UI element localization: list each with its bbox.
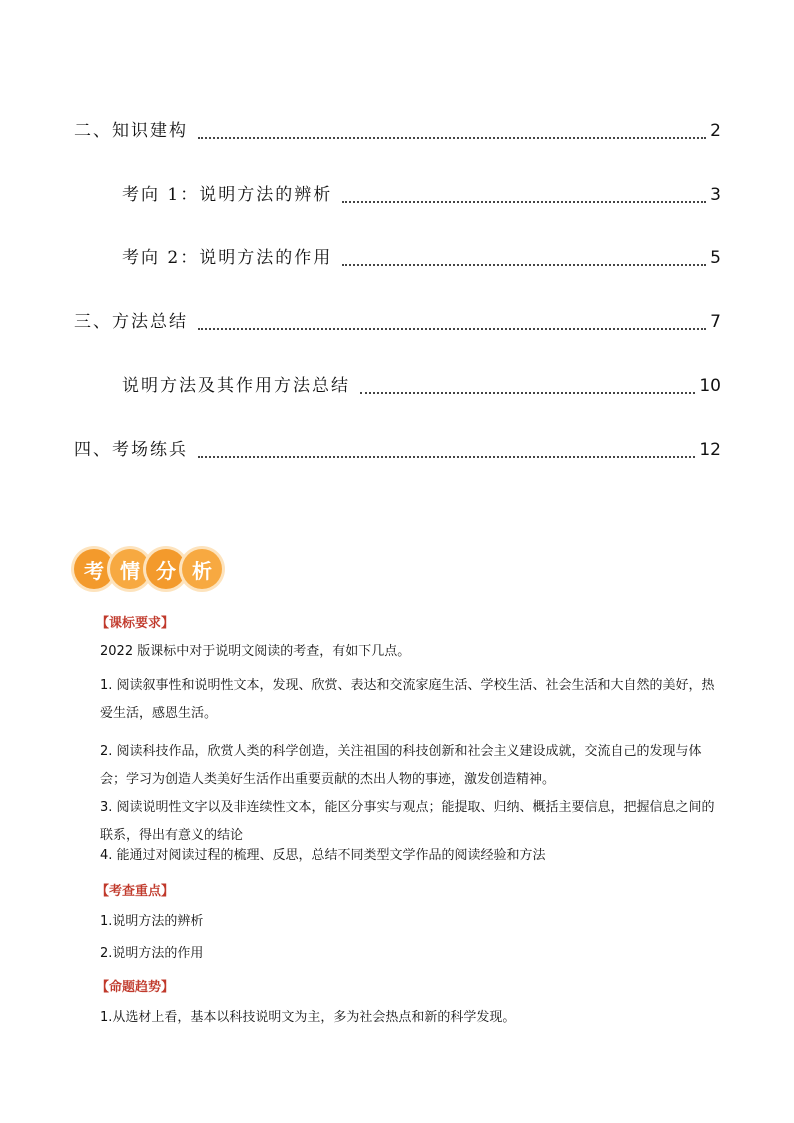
curriculum-intro: 2022 版课标中对于说明文阅读的考查，有如下几点。 [100,644,411,659]
focus-label: 【考查重点】 [96,884,175,899]
toc-leader-dots [342,187,706,203]
focus-item: 1.说明方法的辨析 [100,914,204,929]
toc-entry-title: 说明方法及其作用方法总结 [122,376,350,396]
toc-entry-page: 2 [710,121,721,141]
toc-leader-dots [360,378,695,394]
toc-entry[interactable] [74,116,721,142]
toc-entry-page: 5 [710,248,721,268]
trend-label: 【命题趋势】 [96,980,175,995]
trend-item: 1.从选材上看，基本以科技说明文为主，多为社会热点和新的科学发现。 [100,1010,516,1025]
toc-entry[interactable] [122,243,721,269]
toc-entry-page: 7 [710,312,721,332]
toc-entry-page: 12 [699,440,721,460]
toc-entry[interactable] [122,180,721,206]
toc-entry[interactable] [74,435,721,461]
toc-entry-title: 考向 1：说明方法的辨析 [122,185,333,205]
focus-item: 2.说明方法的作用 [100,946,204,961]
banner-char: 考 [74,549,114,589]
toc-entry[interactable] [122,371,721,397]
toc-entry-page: 10 [699,376,721,396]
curriculum-label: 【课标要求】 [96,616,175,631]
toc-entry-title: 三、方法总结 [74,312,188,332]
banner-char: 分 [146,549,186,589]
toc-leader-dots [198,123,706,139]
curriculum-item: 3. 阅读说明性文字以及非连续性文本，能区分事实与观点；能提取、归纳、概括主要信息，把握信息之间的联系，得出有意义的结论 [100,800,715,843]
banner-char: 情 [110,549,150,589]
banner-char: 析 [182,549,222,589]
toc-leader-dots [198,314,706,330]
curriculum-item: 1. 阅读叙事性和说明性文本，发现、欣赏、表达和交流家庭生活、学校生活、社会生活和大自然的美好，热爱生活，感恩生活。 [100,678,715,721]
analysis-banner [74,546,218,592]
curriculum-item: 4. 能通过对阅读过程的梳理、反思，总结不同类型文学作品的阅读经验和方法 [100,848,546,863]
toc-leader-dots [342,250,706,266]
toc-entry-title: 四、考场练兵 [74,440,188,460]
toc-entry-title: 二、知识建构 [74,121,188,141]
toc-entry-page: 3 [710,185,721,205]
curriculum-item: 2. 阅读科技作品，欣赏人类的科学创造，关注祖国的科技创新和社会主义建设成就，交流自己的发现与体会；学习为创造人类美好生活作出重要贡献的杰出人物的事迹，激发创造精神。 [100,744,702,787]
toc-entry-title: 考向 2：说明方法的作用 [122,248,333,268]
toc-leader-dots [198,442,695,458]
toc-entry[interactable] [74,307,721,333]
